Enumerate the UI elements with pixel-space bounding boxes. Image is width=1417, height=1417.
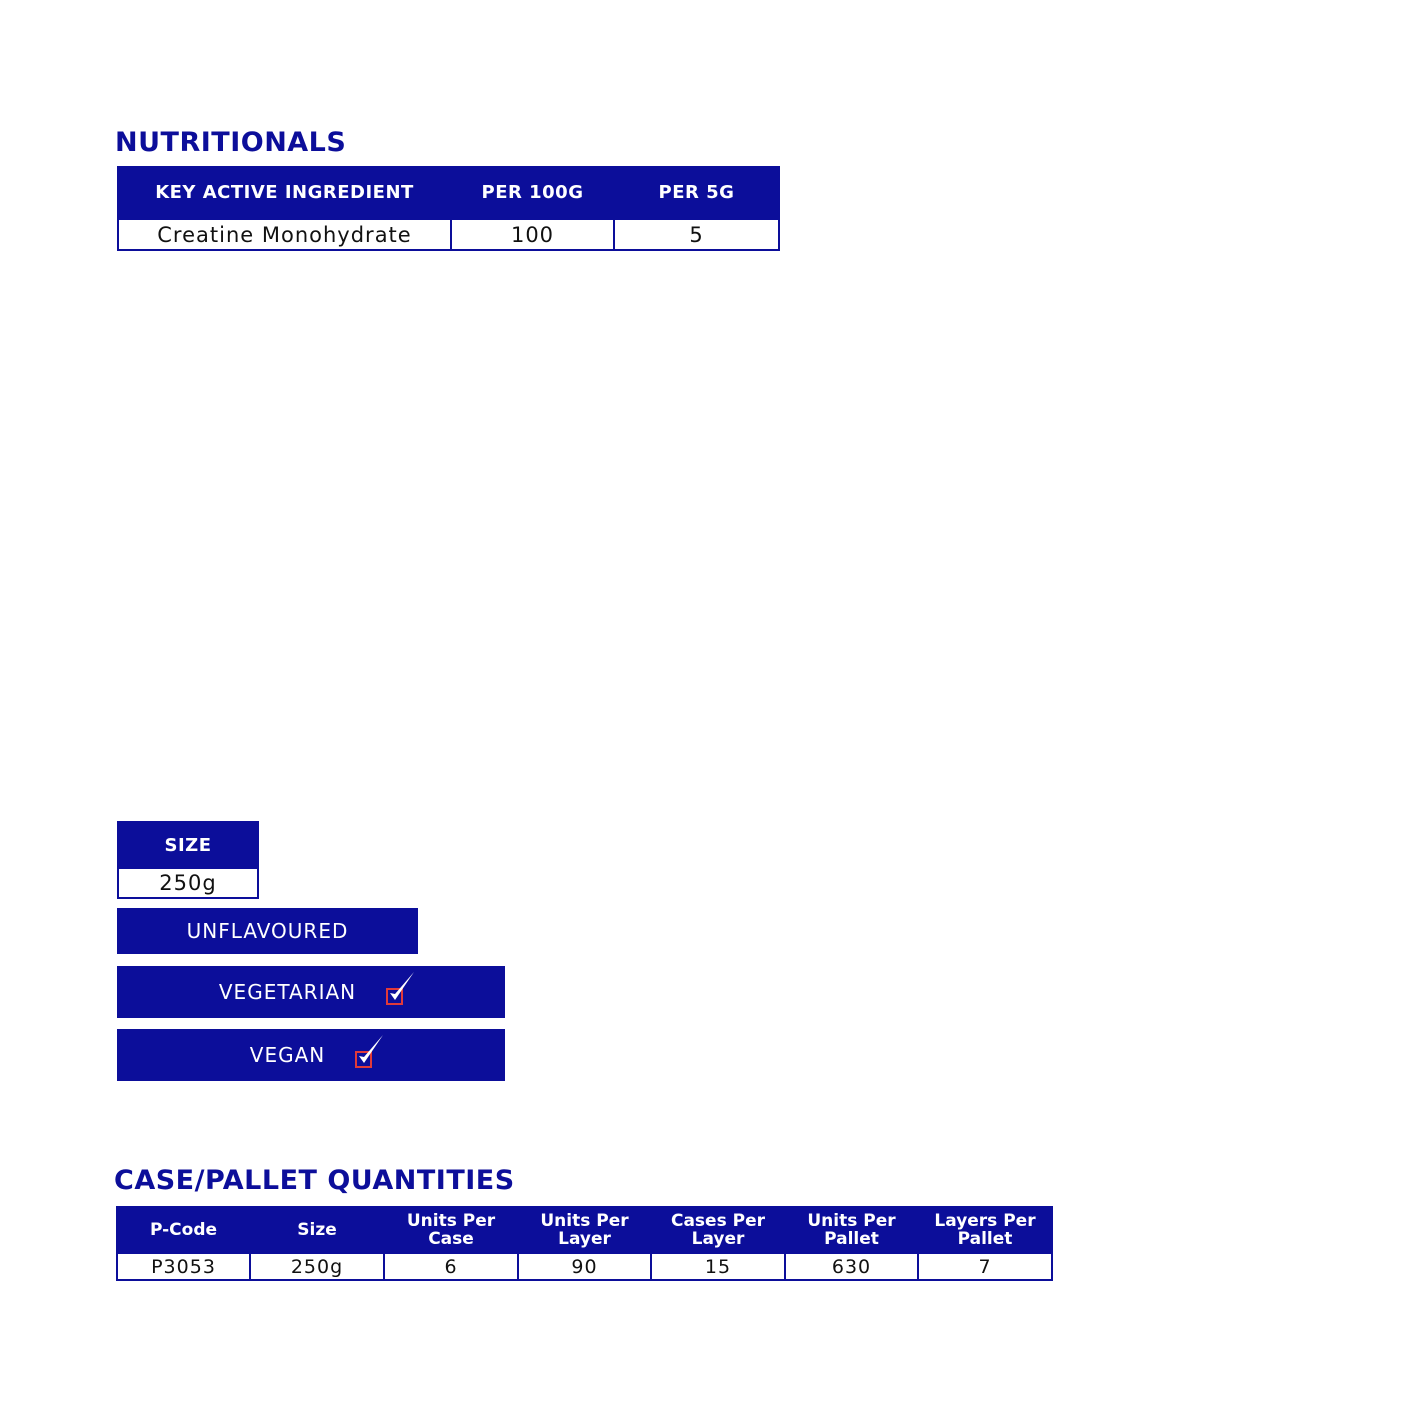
unflavoured-label: UNFLAVOURED xyxy=(186,919,349,943)
header-units-per-pallet: Units Per Pallet xyxy=(785,1207,918,1253)
header-per-5g: PER 5G xyxy=(614,167,779,219)
size-value: 250g xyxy=(118,868,258,898)
ingredient-name: Creatine Monohydrate xyxy=(118,219,451,250)
ingredient-per-5g: 5 xyxy=(614,219,779,250)
header-per-100g: PER 100G xyxy=(451,167,614,219)
nutritionals-title: NUTRITIONALS xyxy=(115,127,347,158)
table-row xyxy=(118,219,779,250)
size-box xyxy=(117,821,259,899)
unflavoured-badge xyxy=(117,908,418,954)
cell-layers-per-pallet: 7 xyxy=(918,1253,1052,1280)
cell-p-code: P3053 xyxy=(117,1253,250,1280)
cell-cases-per-layer: 15 xyxy=(651,1253,785,1280)
header-key-active-ingredient: KEY ACTIVE INGREDIENT xyxy=(118,167,451,219)
ingredient-per-100g: 100 xyxy=(451,219,614,250)
header-units-per-layer: Units Per Layer xyxy=(518,1207,651,1253)
header-cases-per-layer: Cases Per Layer xyxy=(651,1207,785,1253)
cell-units-per-pallet: 630 xyxy=(785,1253,918,1280)
vegan-label: VEGAN xyxy=(249,1043,326,1067)
header-size: Size xyxy=(250,1207,384,1253)
checked-checkbox-icon xyxy=(386,988,403,1005)
vegetarian-label: VEGETARIAN xyxy=(218,980,357,1004)
checked-checkbox-icon xyxy=(355,1051,372,1068)
header-p-code: P-Code xyxy=(117,1207,250,1253)
case-pallet-title: CASE/PALLET QUANTITIES xyxy=(114,1165,515,1196)
cell-size: 250g xyxy=(250,1253,384,1280)
case-pallet-table xyxy=(116,1206,1053,1281)
nutritionals-table xyxy=(117,166,780,251)
table-row xyxy=(117,1253,1052,1280)
cell-units-per-layer: 90 xyxy=(518,1253,651,1280)
vegetarian-badge xyxy=(117,966,505,1018)
size-label: SIZE xyxy=(118,822,258,868)
header-layers-per-pallet: Layers Per Pallet xyxy=(918,1207,1052,1253)
header-units-per-case: Units Per Case xyxy=(384,1207,518,1253)
vegan-badge xyxy=(117,1029,505,1081)
table-header-row xyxy=(118,167,779,219)
table-header-row xyxy=(117,1207,1052,1253)
cell-units-per-case: 6 xyxy=(384,1253,518,1280)
